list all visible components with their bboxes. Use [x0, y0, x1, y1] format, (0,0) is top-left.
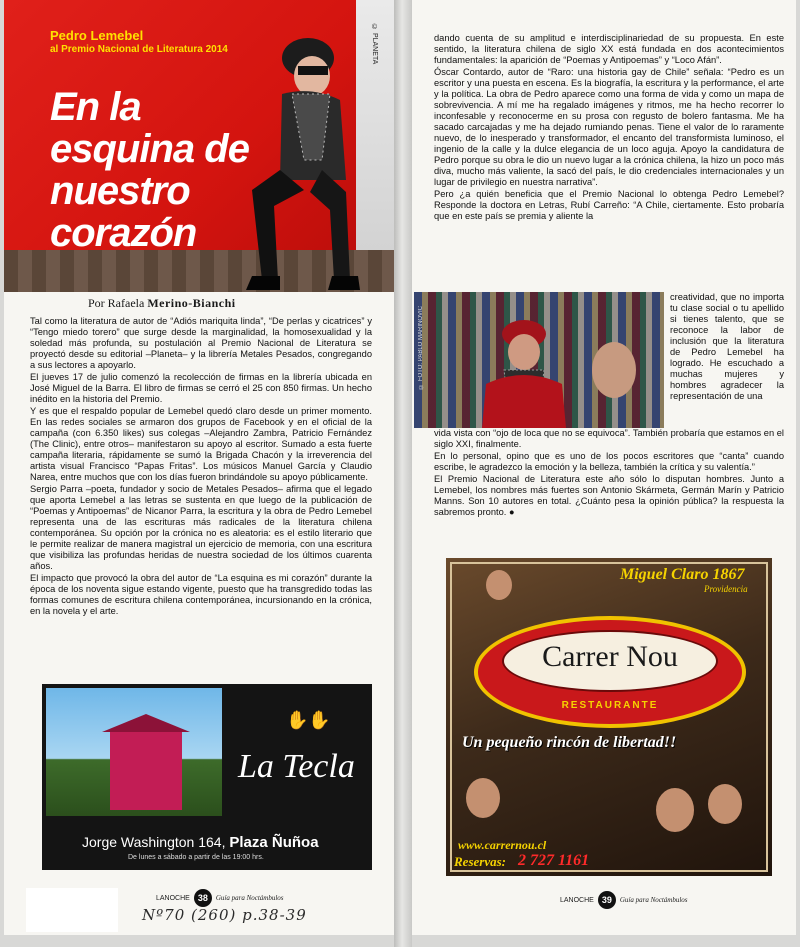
reservations-label: Reservas: — [454, 854, 506, 869]
paragraph: Sergio Parra –poeta, fundador y socio de Metales Pesados– afirma que el legado que aporta Lemebel a las letras se sustenta en que luego de la publicación de “Poemas y Antipoemas” de Nicanor Parra, la escritura y la obra de Pedro Lemebel representa una de las escrituras más radicales de la literatura chilena contemporánea. Su opción por la crónica no es aleatoria: es el estilo literario que le permite realizar de manera magistral un ejercicio de memoria, con una escritura que visibiliza las profundas heridas de nuestra sociedad de los últimos cuarenta años. — [30, 484, 372, 571]
handwritten-note: Nº70 (260) p.38-39 — [142, 906, 307, 924]
article-sidebar-text — [670, 292, 784, 403]
folio-section: Guía para Noctámbulos — [619, 896, 688, 904]
venue-building — [110, 730, 182, 810]
ad-street: Miguel Claro 1867 — [620, 566, 745, 583]
author-photo — [222, 30, 362, 292]
critic-figure — [478, 314, 568, 428]
ad-hours: De lunes a sábado a partir de las 19:00 hrs. — [128, 854, 264, 861]
page-number: 39 — [598, 891, 616, 909]
paragraph: El Premio Nacional de Literatura este año sólo lo disputan hombres. Junto a Lemebel, los nombres más fuertes son Antonio Skármeta, Germán Marín y Patricio Manns. Son 10 autores en total. ¿Cuánto pesa la opinión pública? la respuesta la sabremos pronto. ● — [434, 474, 784, 517]
headline: En la esquina de nuestro corazón — [50, 85, 249, 255]
byline-author: Merino-Bianchi — [147, 296, 236, 310]
paragraph: Tal como la literatura de autor de “Adiós mariquita linda”, “De perlas y cicatrices” y “Tengo miedo torero” que surge desde la marginalidad, la homosexualidad y la soledad más profunda, su postulación al Premio Nacional de Literatura se proyectó desde su editorial –Planeta– y la librería Metales Pesados, congregando a sus lectores a apoyarlo. — [30, 316, 372, 370]
magazine-page-right — [412, 0, 796, 935]
paragraph: Óscar Contardo, autor de “Raro: una historia gay de Chile” señala: “Pedro es un escritor y una puesta en escena. Es la biografía, la escritura y la performance, el arte y la política. La obra de Pedro aparece como una forma de vida y como un mapa de sobrevivencia. A mí me ha regalado imágenes y ritmos, me ha hecho recorrer lo inconfesable y reconocerme en su prosa con regusto de bolero fantasma. Me ha sacado carcajadas y me ha dejado rumiando penas. Tiene el valor de lo raramente nuevo, de lo inesperado y transformador, el encanto del transformista luminoso, el ingenio de la calle y la dulce elegancia de un loco aguja. Apoyo la candidatura de Pedro porque su obra le dio un nuevo lugar a la crónica chilena, la hizo un poco más diva, mucho más valiente, la sacó del país, le dio credenciales internacionales y un lugar de privilegio en nuestra narrativa”. — [434, 67, 784, 187]
kicker-name: Pedro Lemebel — [50, 28, 144, 43]
page-folio-right — [560, 891, 688, 909]
article-body-left — [30, 316, 372, 618]
magazine-page-left — [4, 0, 394, 935]
paragraph: dando cuenta de su amplitud e interdisciplinariedad de su propuesta. En este sentido, la literatura chilena de siglo XX está fundada en dos acontecimientos fundamentales: la aparición de “Poemas y Antipoemas” y “Loco Afán”. — [434, 33, 784, 65]
byline — [88, 296, 236, 311]
hero-photo-credit: © PLANETA — [371, 24, 378, 65]
kicker-award: al Premio Nacional de Literatura 2014 — [50, 44, 228, 55]
byline-prefix: Por Rafaela — [88, 296, 145, 310]
paragraph: El impacto que provocó la obra del autor de “La esquina es mi corazón” durante la época de los noventa sigue estando vigente, puesto que ha transgredido todas las formas comunes de escritura chilena contemporánea, incursionando en la crónica, en la novela y el arte. — [30, 573, 372, 616]
ad-slogan: Un pequeño rincón de libertad!! — [462, 734, 677, 751]
archive-label — [26, 888, 118, 932]
paragraph: vida vista con “ojo de loca que no se equivoca”. También probaría que estamos en el siglo XXI, finalmente. — [434, 428, 784, 449]
ad-address — [82, 834, 319, 851]
hands-icon: ✋✋ — [286, 710, 331, 730]
ad-la-tecla — [42, 684, 372, 870]
folio-section: Guía para Noctámbulos — [215, 894, 284, 902]
ad-street: Jorge Washington 164, — [82, 834, 226, 850]
restaurant-name: Carrer Nou — [542, 640, 678, 673]
ad-district: Plaza Ñuñoa — [229, 834, 319, 851]
ad-venue-photo — [46, 688, 222, 816]
ad-website: www.carrernou.cl — [458, 838, 547, 852]
ad-carrer-nou — [446, 558, 772, 876]
folio-publication: LANOCHE — [560, 896, 594, 904]
page-folio-left — [156, 889, 284, 907]
article-body-right-top — [434, 33, 784, 223]
paragraph: creatividad, que no importa tu clase social o tu apellido si tienes talento, que se reconoce la labor de inclusión que la literatura de Pedro Lemebel ha logrado. He escuchado a muchas mujeres y hombres agradecer la representación de una — [670, 292, 784, 401]
binding-gutter — [394, 0, 412, 947]
second-person — [592, 342, 636, 398]
paragraph: Pero ¿a quién beneficia que el Premio Nacional lo obtenga Pedro Lemebel? Responde la doctora en Letras, Rubí Carreño: “A Chile, ciertamente. Esto probaría que en este país se premia y aliente la — [434, 189, 784, 221]
reservations-phone: 2 727 1161 — [518, 852, 590, 869]
ad-district: Providencia — [704, 584, 748, 594]
restaurant-type: RESTAURANTE — [561, 700, 659, 711]
paragraph: En lo personal, opino que es uno de los pocos escritores que “canta” cuando escribe, le agradezco la emoción y la belleza, también la crítica y su valentía.” — [434, 451, 784, 472]
paragraph: Y es que el respaldo popular de Lemebel quedó claro desde un primer momento. En las redes sociales se armaron dos grupos de Facebook y en el oficial de la campaña (con 6.350 likes) sus colegas –Alejandro Zambra, Patricio Fernández (The Clinic), entre otros– manifestaron su apoyo al escritor. Sumado a esta fuerte campaña literaria, rápidamente se sumó la Brigada Chacón y la irreverencia del artista visual Francisco “Papas Fritas”. Los músicos Manuel García y Claudio Narea, entre muchos que con los días fueron brindándole su apoyo públicamente. — [30, 406, 372, 482]
paragraph: El jueves 17 de julio comenzó la recolección de firmas en la librería ubicada en José Miguel de la Barra. El libro de firmas se cerró el 25 con 850 firmas. Un hecho inédito en la historia del Premio. — [30, 372, 372, 404]
ad-brand: La Tecla — [238, 748, 355, 785]
folio-publication: LANOCHE — [156, 894, 190, 902]
critic-photo — [414, 292, 664, 428]
hero-banner — [4, 0, 394, 292]
critic-photo-credit: © FOTO: PABLO MARINOVIC — [418, 306, 424, 389]
article-body-right-bottom — [434, 428, 784, 519]
page-number: 38 — [194, 889, 212, 907]
